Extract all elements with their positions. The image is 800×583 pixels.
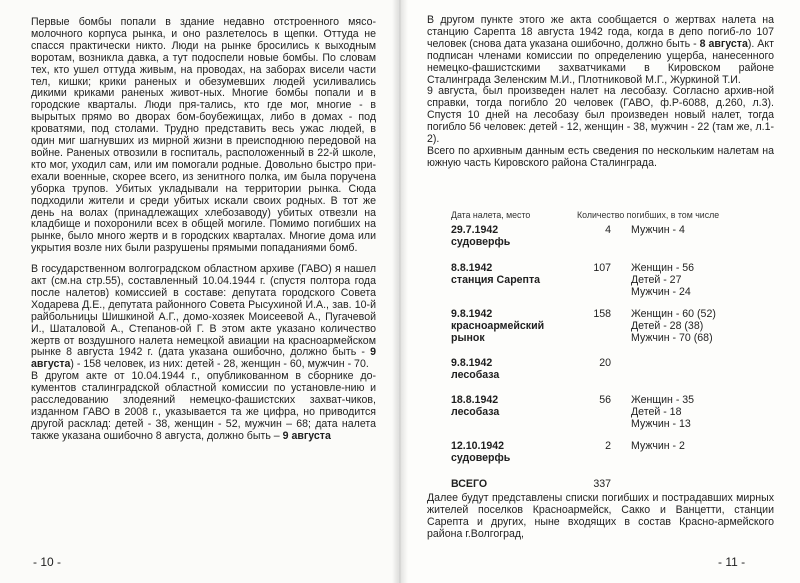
- row-detail: Детей - 18: [631, 406, 682, 418]
- row-date: 9.8.1942: [451, 308, 493, 320]
- row-detail: Женщин - 60 (52): [631, 308, 716, 320]
- row-date: 9.8.1942: [451, 357, 493, 369]
- left-paragraph-2-bold-date: 9 августа: [31, 346, 376, 371]
- row-place: судоверфь: [451, 452, 511, 464]
- row-place: красноармейский: [451, 320, 545, 332]
- table-row: [451, 394, 781, 430]
- table-row: [451, 357, 781, 381]
- right-paragraph-2: 9 августа, был произведен налет на лесобазу. Согласно архив-ной справки, тогда погибло 20 человек (ГАВО, ф.Р-6088, д.260, л.3). Спустя 10 дней на лесобазу был произведен новый налет, тогда погибло 56 человек: детей - 12, женщин - 38, мужчин - 22 (там же, л.1-2).: [427, 85, 774, 146]
- left-paragraph-2-text-end: ) - 158 человек, из них: детей - 28, женщин - 60, мужчин - 70.: [70, 358, 369, 371]
- row-place: лесобаза: [451, 406, 500, 418]
- right-page-text: [427, 15, 774, 170]
- total-value: 337: [593, 478, 611, 490]
- row-detail: Мужчин - 13: [631, 418, 691, 430]
- left-paragraph-3-bold-date: 9 августа: [282, 429, 331, 442]
- table-total-row: [451, 478, 781, 490]
- table-header: [451, 210, 781, 224]
- row-place: станция Сарепта: [451, 274, 541, 286]
- raids-table: [451, 210, 781, 490]
- header-date-place: Дата налета, место: [451, 210, 531, 220]
- row-count: 2: [605, 440, 611, 452]
- row-detail: Мужчин - 70 (68): [631, 332, 713, 344]
- row-detail: Мужчин - 2: [631, 440, 685, 452]
- row-count: 107: [593, 262, 611, 274]
- row-count: 56: [599, 394, 611, 406]
- row-date: 8.8.1942: [451, 262, 493, 274]
- left-paragraph-3: [31, 371, 376, 442]
- row-detail: Мужчин - 4: [631, 224, 685, 236]
- row-place: лесобаза: [451, 369, 500, 381]
- book-gutter: [392, 0, 408, 583]
- right-paragraph-1: [427, 15, 774, 86]
- page-number-left: - 10 -: [33, 555, 62, 569]
- row-date: 18.8.1942: [451, 394, 499, 406]
- row-count: 20: [599, 357, 611, 369]
- table-row: [451, 262, 781, 298]
- right-paragraph-1-text-end: ). Акт подписан членами комиссии по определению ущерба, нанесенного немецко-фашистскими захватчиками в Кировском районе Сталинграда Зеленским М.И., Плотниковой М.Г., Журкиной Т.И.: [427, 37, 774, 86]
- row-detail: Мужчин - 24: [631, 286, 691, 298]
- right-paragraph-4: Далее будут представлены списки погибших и пострадавших мирных жителей поселков Красноармейск, Сакко и Ванцетти, станции Сарепта и других, ныне входящих в состав Красно-армейского района г.Волгоград,: [427, 492, 774, 540]
- table-row: [451, 440, 781, 464]
- left-page-text: [31, 17, 376, 443]
- table-row: [451, 224, 781, 248]
- right-paragraph-3: Всего по архивным данным есть сведения по нескольким налетам на южную часть Кировского района Сталинграда.: [427, 144, 774, 169]
- left-paragraph-1: Первые бомбы попали в здание недавно отстроенного мясо-молочного корпуса рынка, и оно разлетелось в щепки. Оттуда не спасся практически никто. Люди на рынке бросились к выходным воротам, возникла давка, а тут подоспели новые бомбы. По словам тех, кто ушел оттуда живым, на проводах, на заборах висели части тел, кишки; крики раненых и обезумевших людей усиливались дикими криками раненых живот-ных. Многие бомбы попали и в городские кварталы. Люди пря-тались, кто где мог, многие - в вырытых прямо во дворах бом-боубежищах, либо в домах - под кроватями, под столами. Трудно представить весь ужас людей, в один миг шагнувших из мирной жизни в преисподнюю передовой на войне. Раненых отвозили в госпиталь, расположенный в 22-й школе, кто мог, уходил сам, или им помогали родные. Довольно быстро при-ехали военные, скорее всего, из зенитного полка, им была поручена уборка трупов. Убитых укладывали на территории рынка. Сюда подходили жители и среди убитых искали своих родных. В тот же день на волах (принадлежащих хлебозаводу) убитых отвезли на кладбище и похоронили всех в общей могиле. Помимо погибших на рынке, было много жертв и в городских кварталах. Многие дома или укрытия возле них были разрушены прямыми попаданиями бомб.: [31, 16, 376, 255]
- left-paragraph-2: [31, 264, 376, 371]
- row-place: судоверфь: [451, 236, 511, 248]
- page-number-right: - 11 -: [718, 555, 746, 569]
- header-count: Количество погибших, в том числе: [577, 210, 720, 220]
- right-paragraph-1-bold-date: 8 августа: [699, 37, 748, 50]
- left-paragraph-3-text: В другом акте от 10.04.1944 г., опубликованном в сборнике до-кументов сталинградской областной комиссии по установле-нию и расследованию злодеяний немецко-фашистских захват-чиков, изданном ГАВО в 2008 г., указывается та же цифра, но приводится другой расклад: детей - 38, женщин - 52, мужчин – 68; дата налета также указана ошибочно 8 августа, должно быть –: [31, 370, 376, 442]
- row-place-2: рынок: [451, 332, 485, 344]
- row-detail: Женщин - 56: [631, 262, 695, 274]
- row-detail: Детей - 28 (38): [631, 320, 704, 332]
- total-label: ВСЕГО: [451, 478, 488, 490]
- row-count: 4: [605, 224, 611, 236]
- right-paragraph-1-text: В другом пункте этого же акта сообщается о жертвах налета на станцию Сарепта 18 августа 1942 года, когда в депо погиб-ло 107 человек (снова дата указана ошибочно, должно быть -: [427, 14, 774, 50]
- row-detail: Женщин - 35: [631, 394, 695, 406]
- row-detail: Детей - 27: [631, 274, 682, 286]
- table-row: [451, 308, 781, 344]
- row-count: 158: [593, 308, 611, 320]
- left-paragraph-2-text: В государственном волгоградском областном архиве (ГАВО) я нашел акт (см.на стр.55), составленный 10.04.1944 г. (спустя полтора года после налетов) комиссией в составе: депутата городского Совета Ходарева Д.Е., депутата районного Совета Рысухиной И.А., зав. 10-й райбольницы Шишкиной А.Г., домо-хозяек Моисеевой А., Пугачевой И., Шаталовой А., Степанов-ой Г. В этом акте указано количество жертв от воздушного налета немецкой авиации на красноармейском рынке 8 августа 1942 г. (дата указана ошибочно, должно быть -: [31, 263, 376, 359]
- row-date: 12.10.1942: [451, 440, 505, 452]
- row-date: 29.7.1942: [451, 224, 499, 236]
